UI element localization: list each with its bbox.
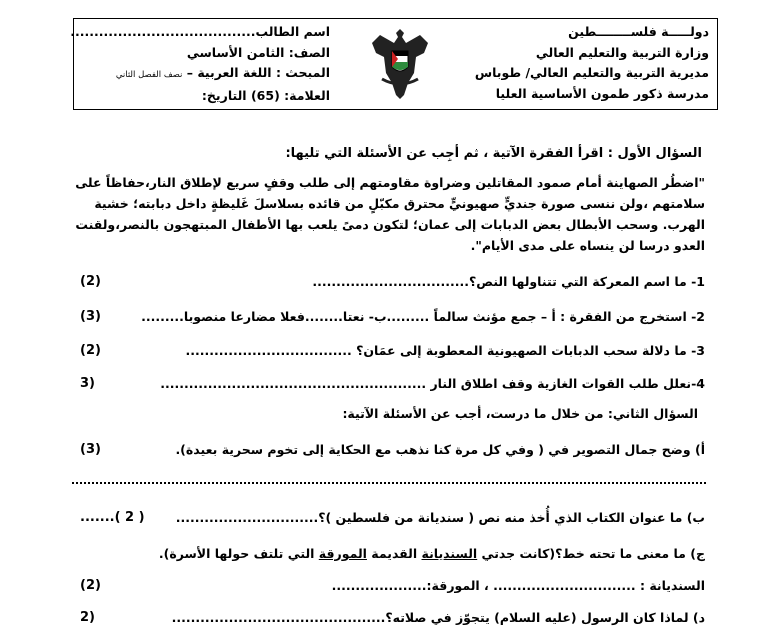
- q2-a: أ) وضح جمال التصوير في ( وفي كل مرة كنا نذهب مع الحكاية إلى تخوم سحرية بعيدة).: [175, 442, 705, 457]
- q2-c-answer-mark: (2): [80, 578, 101, 593]
- subject-text: المبحث : اللغة العربية –: [186, 65, 330, 80]
- q2-c-answer: السنديانة : .............................. ، المورقة:....................: [331, 578, 705, 593]
- q2-d: د) لماذا كان الرسول (عليه السلام) يتجوّز في صلاته؟.............................................: [171, 610, 705, 625]
- ministry-name: وزارة التربية والتعليم العالي: [535, 44, 709, 60]
- exam-header: [70, 18, 718, 110]
- q2-b: ب) ما عنوان الكتاب الذي أُخذ منه نص ( سنديانة من فلسطين )؟..............................: [175, 510, 705, 525]
- ministry-block: [475, 22, 709, 104]
- semester-text: نصف الفصل الثاني: [115, 70, 183, 80]
- directorate-name: مديرية التربية والتعليم العالي/ طوباس: [474, 65, 709, 80]
- q2-c-mid: القديمة: [366, 546, 422, 561]
- q2-d-mark: (2: [80, 610, 95, 625]
- q1-item-3: 3- ما دلالة سحب الدبابات الصهيونية المعطوبة إلى عمَان؟ ...................................: [185, 343, 705, 358]
- subject-label: [80, 63, 330, 86]
- q1-title: السؤال الأول : اقرأ الفقرة الآتية ، ثم أجِب عن الأسئلة التي تليها:: [285, 146, 702, 161]
- q1-item-1-mark: (2): [80, 274, 101, 289]
- school-name: مدرسة ذكور طمون الأساسية العليا: [495, 85, 709, 101]
- q2-c: [159, 546, 705, 561]
- q1-item-2-mark: (3): [80, 309, 101, 324]
- passage-line-4: العدو درسا لن ينساه على مدى الأيام".: [470, 238, 705, 253]
- passage-line-3: الهرب. وسحب الأبطال بعض الدبابات إلى عمان؛ لتكون دمىً يلعب بها الأطفال المبتهجون بالنصر،ولقنت: [75, 217, 705, 232]
- q1-item-1: 1- ما اسم المعركة التي تتناولها النص؟.................................: [312, 274, 705, 289]
- q1-item-4: 4-نعلل طلب القوات الغازية وقف اطلاق النار ........................................................: [160, 376, 705, 391]
- answer-dotted-line: [72, 482, 706, 484]
- q1-passage: [65, 172, 705, 256]
- q2-a-mark: (3): [80, 442, 101, 457]
- q1-item-4-mark: (3: [80, 376, 95, 391]
- q2-c-suffix: التي تلتف حولها الأسرة).: [158, 546, 319, 561]
- student-name-field[interactable]: اسم الطالب.......................................: [70, 24, 330, 39]
- q1-item-2: 2- استخرج من الفقرة : أ – جمع مؤنث سالماً .........ب- نعتا........فعلا مضارعا منصوبا.........: [141, 309, 705, 324]
- grade-label: الصف: الثامن الأساسي: [186, 44, 330, 60]
- palestine-eagle-emblem-icon: [370, 23, 430, 103]
- mark-date-label: العلامة: (65) التاريخ:: [201, 87, 330, 103]
- q2-c-underlined-1: السنديانة: [421, 546, 478, 561]
- q2-title: السؤال الثاني: من خلال ما درست، أجب عن الأسئلة الآتية:: [342, 406, 698, 421]
- passage-line-1: "اضطُر الصهاينة أمام صمود المقاتلين وضراوة مقاومتهم إلى طلب وقفٍ سريع لإطلاق النار،حفاظاً على: [75, 175, 705, 190]
- q1-item-3-mark: (2): [80, 343, 101, 358]
- passage-line-2: سلامتهم ،ولن ننسى صورة جنديٍّ صهيونيٍّ محترق مكبّلٍ من قائده بسلاسلَ غَليظةٍ داخل دبابته؛ خشية: [94, 196, 705, 211]
- q2-c-underlined-2: المورقة: [318, 546, 367, 561]
- q2-b-mark: ( 2 ).......: [80, 510, 145, 525]
- student-info-block: [70, 22, 330, 106]
- state-name: دولـــــة فلســــــــطين: [568, 24, 709, 39]
- q2-c-prefix: ج) ما معنى ما تحته خط؟(كانت جدتي: [477, 546, 705, 561]
